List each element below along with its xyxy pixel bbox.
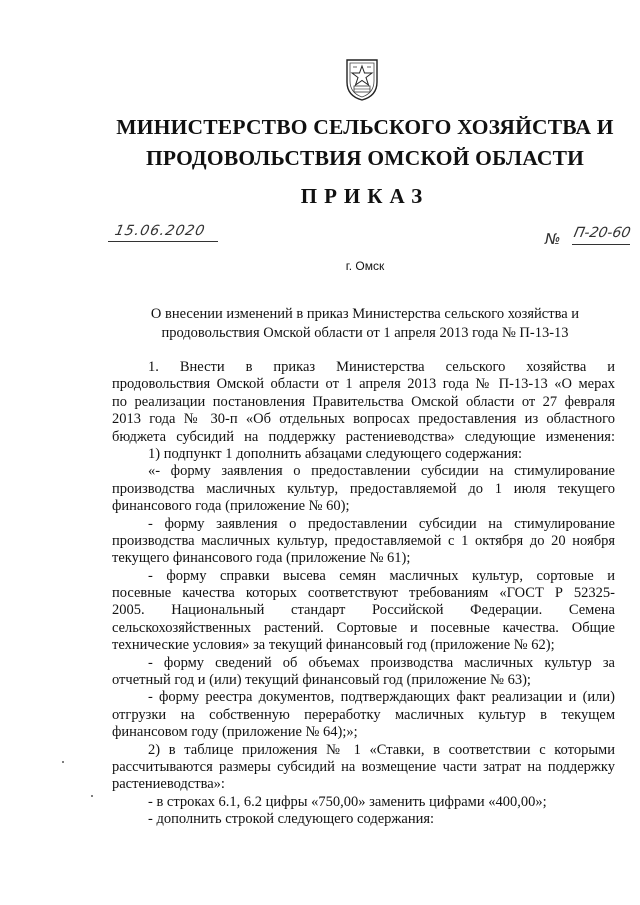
order-title-line1: О внесении изменений в приказ Министерства сельского хозяйства и xyxy=(150,306,580,322)
body-line: посевные качества которых соответствуют требованиям «ГОСТ Р 52325- xyxy=(112,585,615,602)
scan-speck xyxy=(91,795,93,797)
body-line: отчетный год и (или) текущий финансовый год (приложение № 63); xyxy=(112,672,531,689)
city-label: г. Омск xyxy=(345,259,385,273)
body-line: по реализации постановления Правительства Омской области от 27 февраля xyxy=(112,393,615,410)
body-line: - в строках 6.1, 6.2 цифры «750,00» заменить цифрами «400,00»; xyxy=(148,793,547,810)
body-line: 1. Внести в приказ Министерства сельского хозяйства и xyxy=(148,359,615,375)
body-line: - дополнить строкой следующего содержания: xyxy=(148,811,435,828)
body-line: - форму сведений об объемах производства масличных культур за xyxy=(148,654,615,671)
body-line: производства масличных культур, предоставляемой с 1 октября до 20 ноября xyxy=(112,532,615,549)
order-title xyxy=(90,305,640,343)
body-line: 2) в таблице приложения № 1 «Ставки, в соответствии с которыми xyxy=(148,741,615,758)
date-underline xyxy=(108,241,218,242)
ministry-name-line2: ПРОДОВОЛЬСТВИЯ ОМСКОЙ ОБЛАСТИ xyxy=(145,146,585,170)
body-line: бюджета субсидий на поддержку растениеводства» следующие изменения: xyxy=(112,428,615,445)
body-line: - форму заявления о предоставлении субсидии на стимулирование xyxy=(148,515,615,532)
body-line: отгрузки на собственную переработку масличных культур в текущем xyxy=(112,706,615,723)
ministry-name xyxy=(90,112,640,174)
body-line: 2013 года № 30-п «Об отдельных вопросах предоставления из областного xyxy=(112,411,615,428)
body-line: продовольствия Омской области от 1 апреля 2013 года № П-13-13 «О мерах xyxy=(112,376,615,393)
document-type-heading: ПРИКАЗ xyxy=(300,184,430,208)
body-line: растениеводства»: xyxy=(112,776,225,793)
order-date: 15.06.2020 xyxy=(113,223,207,239)
order-body xyxy=(112,359,615,829)
body-line: «- форму заявления о предоставлении субсидии на стимулирование xyxy=(148,463,615,480)
order-number: П-20-60 xyxy=(572,225,632,241)
order-title-line2: продовольствия Омской области от 1 апреля 2013 года № П-13-13 xyxy=(161,325,569,341)
number-underline xyxy=(572,244,630,245)
body-line: технические условия» за текущий финансовый год (приложение № 62); xyxy=(112,637,555,654)
body-line: финансового года (приложение № 60); xyxy=(112,498,350,515)
order-number-prefix: № xyxy=(545,230,561,248)
scan-speck xyxy=(62,761,64,763)
body-line: 1) подпункт 1 дополнить абзацами следующего содержания: xyxy=(148,445,523,462)
coat-of-arms-icon xyxy=(345,56,379,102)
body-line: производства масличных культур, предоставляемой до 1 июля текущего xyxy=(112,480,615,497)
body-line: - форму справки высева семян масличных культур, сортовые и xyxy=(148,567,615,584)
body-line: текущего финансового года (приложение № 61); xyxy=(112,550,411,567)
body-line: сельскохозяйственных растений. Сортовые и посевные качества. Общие xyxy=(112,619,615,636)
body-line: - форму реестра документов, подтверждающих факт реализации и (или) xyxy=(148,689,615,706)
ministry-name-line1: МИНИСТЕРСТВО СЕЛЬСКОГО ХОЗЯЙСТВА И xyxy=(116,115,614,139)
body-line: финансовом году (приложение № 64);»; xyxy=(112,724,358,741)
body-line: 2005. Национальный стандарт Российской Федерации. Семена xyxy=(112,602,615,619)
body-line: рассчитываются размеры субсидий на возмещение части затрат на поддержку xyxy=(112,758,615,775)
